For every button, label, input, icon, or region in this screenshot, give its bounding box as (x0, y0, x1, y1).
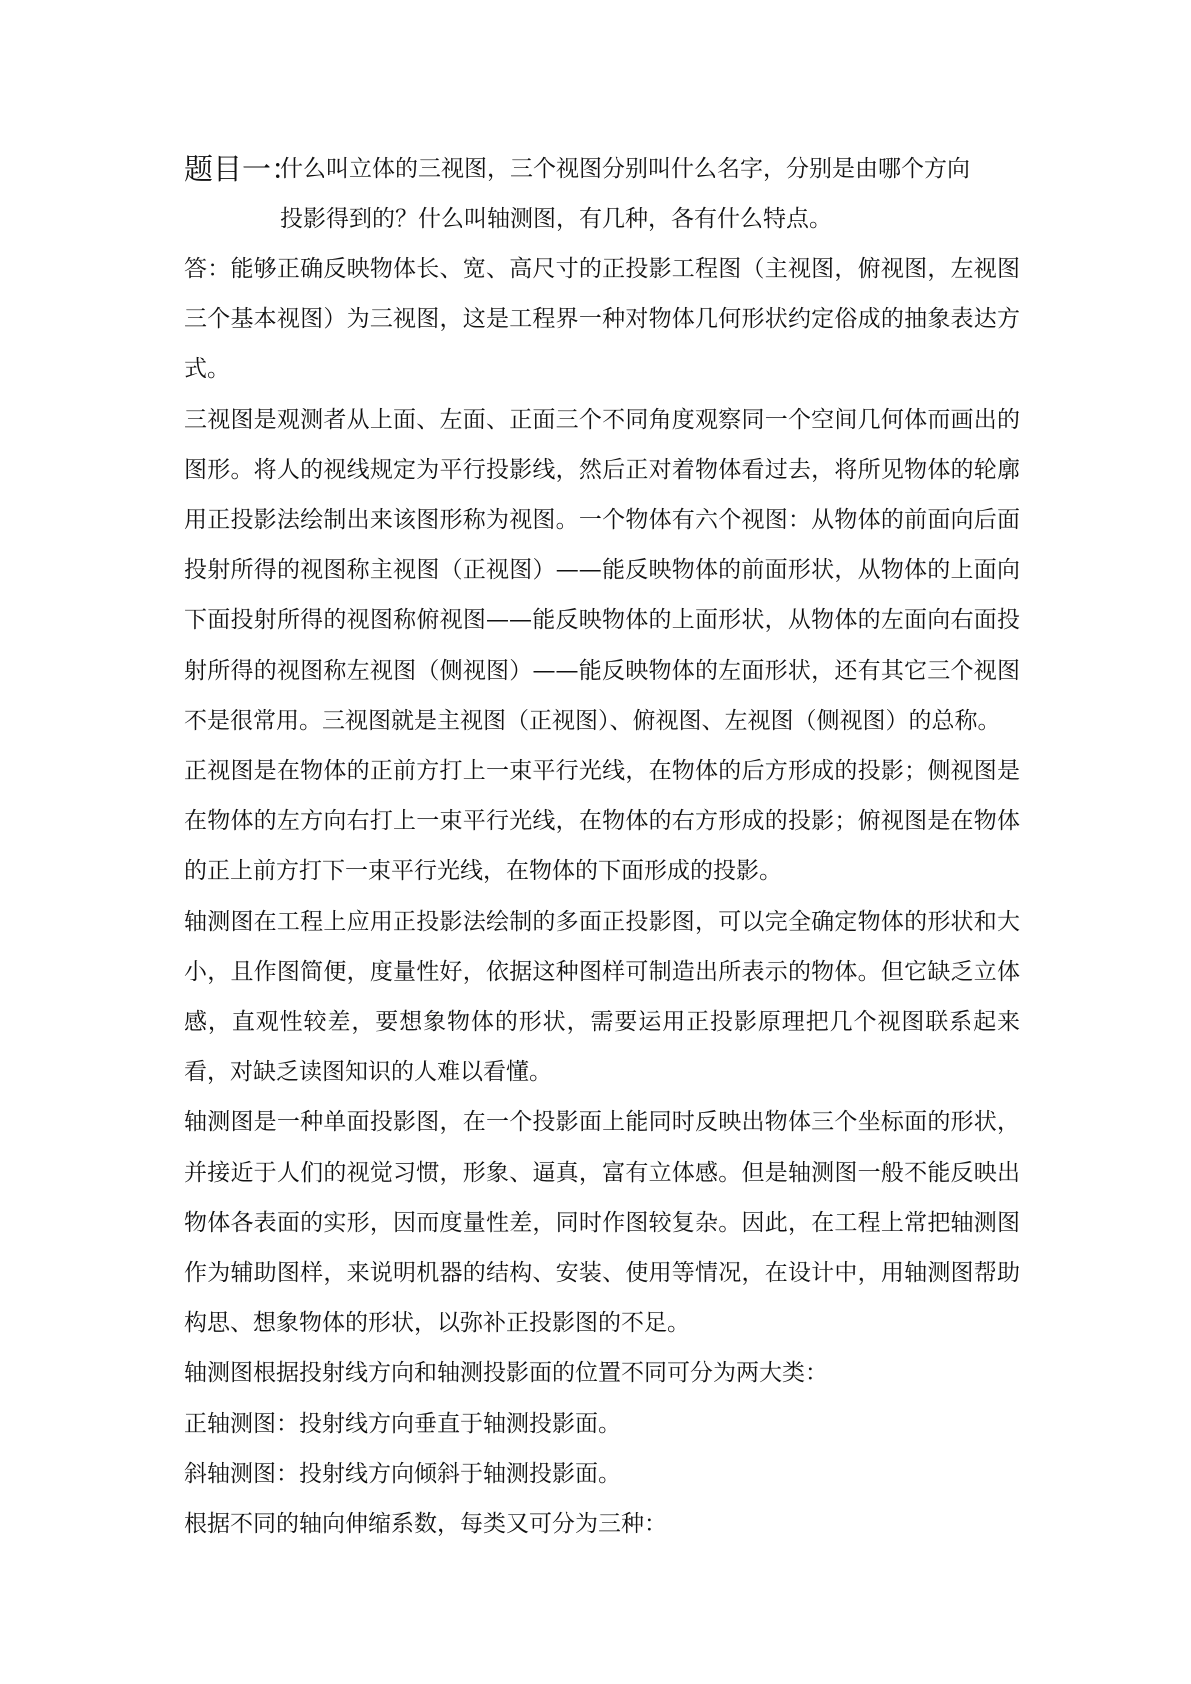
question-line-2: 投影得到的？什么叫轴测图，有几种，各有什么特点。 (280, 206, 832, 232)
answer-paragraph: 答：能够正确反映物体长、宽、高尺寸的正投影工程图（主视图，俯视图，左视图三个基本视图）为三视图，这是工程界一种对物体几何形状约定俗成的抽象表达方式。 (184, 256, 1020, 383)
view-projection-paragraph: 正视图是在物体的正前方打上一束平行光线，在物体的后方形成的投影；侧视图是在物体的左方向右打上一束平行光线，在物体的右方形成的投影；俯视图是在物体的正上前方打下一束平行光线，在物体的下面形成的投影。 (184, 758, 1020, 885)
axonometric-intro-paragraph: 轴测图在工程上应用正投影法绘制的多面正投影图，可以完全确定物体的形状和大小，且作图简便，度量性好，依据这种图样可制造出所表示的物体。但它缺乏立体感，直观性较差，要想象物体的形状，需要运用正投影原理把几个视图联系起来看，对缺乏读图知识的人难以看懂。 (184, 908, 1020, 1086)
three-view-paragraph: 三视图是观测者从上面、左面、正面三个不同角度观察同一个空间几何体而画出的图形。将人的视线规定为平行投影线，然后正对着物体看过去，将所见物体的轮廓用正投影法绘制出来该图形称为视图。一个物体有六个视图：从物体的前面向后面投射所得的视图称主视图（正视图）——能反映物体的前面形状，从物体的上面向下面投射所得的视图称俯视图——能反映物体的上面形状，从物体的左面向右面投射所得的视图称左视图（侧视图）——能反映物体的左面形状，还有其它三个视图不是很常用。三视图就是主视图（正视图）、俯视图、左视图（侧视图）的总称。 (184, 406, 1020, 734)
orthogonal-axonometric-line: 正轴测图：投射线方向垂直于轴测投影面。 (184, 1410, 621, 1437)
question-label: 题目一： (184, 152, 301, 186)
axonometric-categories-paragraph: 轴测图根据投射线方向和轴测投影面的位置不同可分为两大类： (184, 1360, 828, 1387)
question-block (184, 144, 1020, 244)
question-line-1: 什么叫立体的三视图，三个视图分别叫什么名字，分别是由哪个方向 (280, 156, 970, 182)
scaling-factor-line: 根据不同的轴向伸缩系数，每类又可分为三种： (184, 1511, 667, 1538)
document-page (184, 144, 1020, 1549)
oblique-axonometric-line: 斜轴测图：投射线方向倾斜于轴测投影面。 (184, 1460, 621, 1487)
axonometric-features-paragraph: 轴测图是一种单面投影图，在一个投影面上能同时反映出物体三个坐标面的形状，并接近于人们的视觉习惯，形象、逼真，富有立体感。但是轴测图一般不能反映出物体各表面的实形，因而度量性差，同时作图较复杂。因此，在工程上常把轴测图作为辅助图样，来说明机器的结构、安装、使用等情况，在设计中，用轴测图帮助构思、想象物体的形状，以弥补正投影图的不足。 (184, 1109, 1020, 1337)
question-text (184, 144, 1020, 244)
